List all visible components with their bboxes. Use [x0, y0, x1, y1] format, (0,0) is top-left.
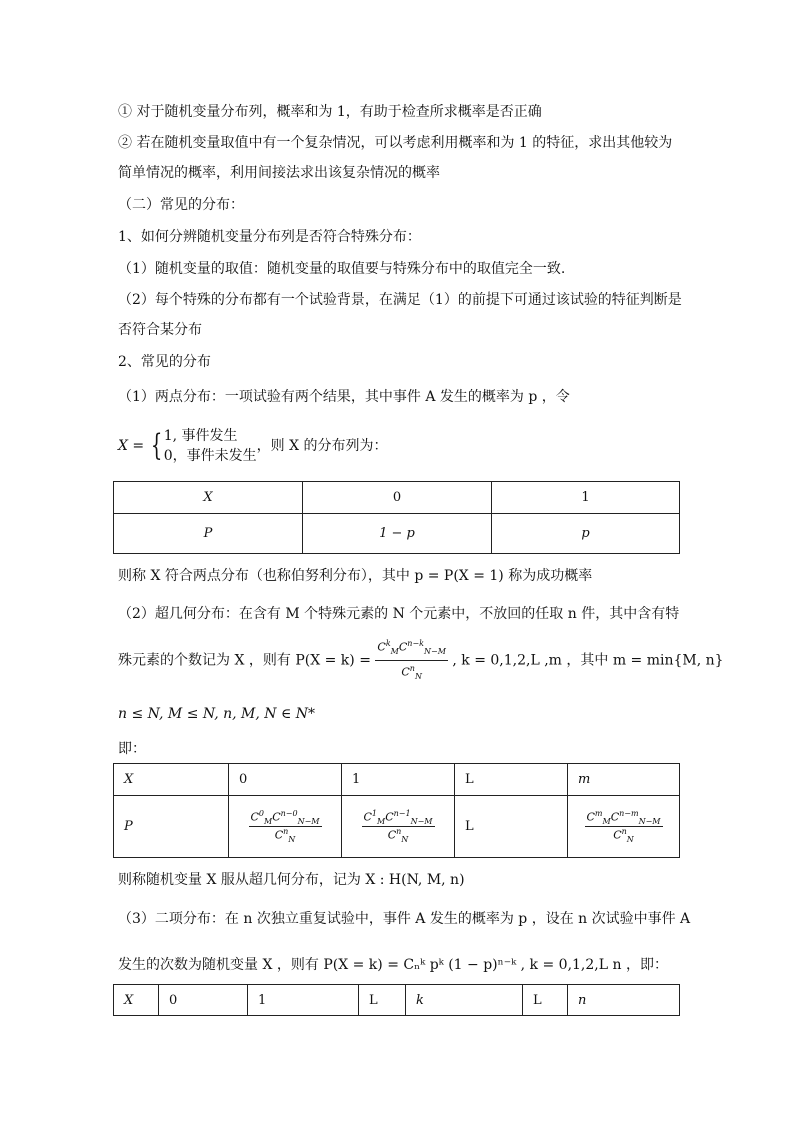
text-line-2: ② 若在随机变量取值中有一个复杂情况，可以考虑利用概率和为 1 的特征，求出其他较为	[118, 135, 673, 151]
hg-h-0: X	[114, 764, 229, 796]
section-heading: （二）常见的分布：	[118, 197, 244, 213]
piecewise-after: ，则 X 的分布列为：	[256, 438, 388, 454]
text-line-5: 1、如何分辨随机变量分布列是否符合特殊分布：	[118, 229, 421, 245]
equals-sign: =	[127, 438, 149, 454]
bn-h-4: k	[406, 985, 523, 1016]
tp-r-0: P	[114, 514, 303, 554]
tp-h-1: 0	[303, 482, 492, 514]
hyper-fraction: $\frac{C^k_MC^{n-k}_{N-M}}{C^n_N}$	[375, 636, 448, 685]
tp-h-2: 1	[492, 482, 680, 514]
two-point-table	[113, 481, 680, 554]
bn-h-2: 1	[248, 985, 359, 1016]
two-point-note: 则称 X 符合两点分布（也称伯努利分布），其中 p = P(X = 1) 称为成功概率	[118, 568, 593, 584]
hg-h-3: L	[455, 764, 568, 796]
text-line-7: （2）每个特殊的分布都有一个试验背景，在满足（1）的前提下可通过该试验的特征判断是	[118, 292, 682, 308]
hyper-intro: （2）超几何分布：在含有 M 个特殊元素的 N 个元素中，不放回的任取 n 件，其中含有特	[118, 606, 680, 622]
text-line-6: （1）随机变量的取值：随机变量的取值要与特殊分布中的取值完全一致.	[118, 261, 566, 277]
tp-r-2: p	[492, 514, 680, 554]
hyper-table	[113, 763, 680, 858]
case-1: 1, 事件发生	[163, 428, 238, 444]
text-line-9: 2、常见的分布	[118, 354, 211, 370]
hg-p-m	[568, 796, 680, 858]
hyper-line2b: , k = 0,1,2,L ,m ，其中 m = min{M, n}	[452, 652, 724, 669]
hg-h-1: 0	[229, 764, 342, 796]
text-line-3: 简单情况的概率，利用间接法求出该复杂情况的概率	[118, 165, 440, 181]
hg-frac-1: $\frac{C^1_MC^{n-1}_{N-M}}{C^n_N}$	[363, 809, 433, 844]
hg-p-0	[229, 796, 342, 858]
case-2: 0，事件未发生	[163, 448, 257, 464]
left-brace-icon: {	[150, 428, 162, 463]
tp-h-0: X	[114, 482, 303, 514]
bn-h-1: 0	[159, 985, 248, 1016]
hyper-ji: 即：	[118, 741, 146, 757]
hg-p-1	[342, 796, 455, 858]
hyper-conditions: n ≤ N, M ≤ N, n, M, N ∈ N*	[118, 706, 316, 722]
bn-h-5: L	[523, 985, 568, 1016]
hyper-line2a: 殊元素的个数记为 X ，则有 P(X = k) =	[118, 652, 371, 669]
hg-h-2: 1	[342, 764, 455, 796]
hg-frac-0: $\frac{C^0_MC^{n-0}_{N-M}}{C^n_N}$	[250, 809, 320, 844]
bn-h-6: n	[568, 985, 680, 1016]
hyper-formula-line	[118, 636, 724, 685]
two-point-intro: （1）两点分布：一项试验有两个结果，其中事件 A 发生的概率为 p ，令	[118, 389, 570, 405]
text-line-8: 否符合某分布	[118, 322, 202, 338]
cases	[164, 426, 257, 466]
hyper-note: 则称随机变量 X 服从超几何分布，记为 X : H(N, M, n)	[118, 872, 465, 888]
binom-intro: （3）二项分布：在 n 次独立重复试验中，事件 A 发生的概率为 p ，设在 n 次试验中事件 A	[118, 911, 691, 927]
tp-r-1: 1 − p	[303, 514, 492, 554]
hg-frac-m: $\frac{C^m_MC^{n-m}_{N-M}}{C^n_N}$	[586, 809, 661, 844]
binom-formula: 发生的次数为随机变量 X ，则有 P(X = k) = Cₙᵏ pᵏ (1 − p)ⁿ⁻ᵏ , k = 0,1,2,L n ，即：	[118, 957, 668, 973]
hg-h-4: m	[568, 764, 680, 796]
piecewise-definition	[118, 426, 388, 466]
bn-h-0: X	[114, 985, 159, 1016]
hg-p-dots: L	[455, 796, 568, 858]
binom-table	[113, 984, 680, 1016]
bn-h-3: L	[359, 985, 406, 1016]
hg-p: P	[114, 796, 229, 858]
var-x: X	[118, 438, 128, 454]
text-line-1: ① 对于随机变量分布列，概率和为 1，有助于检查所求概率是否正确	[118, 104, 542, 120]
